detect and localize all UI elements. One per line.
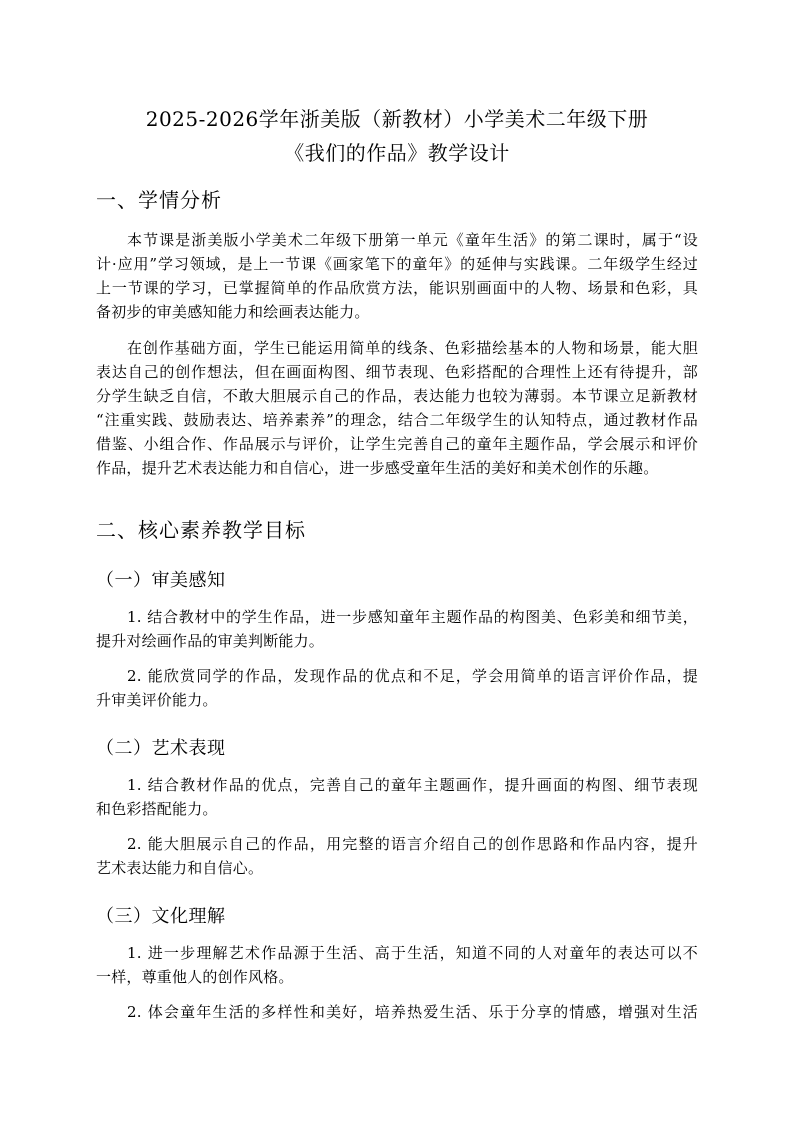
text-line: 2. 能大胆展示自己的作品，用完整的语言介绍自己的创作思路和作品内容，提升 — [127, 835, 698, 853]
subsection-heading-culture: （三）文化理解 — [96, 906, 226, 927]
subsection-heading-art-expression: （二）艺术表现 — [96, 738, 226, 759]
text-line: 提升对绘画作品的审美判断能力。 — [96, 632, 325, 650]
text-line: 一样，尊重他人的创作风格。 — [96, 968, 294, 986]
section-heading-1: 一、学情分析 — [96, 188, 222, 212]
text-line: 备初步的审美感知能力和绘画表达能力。 — [96, 303, 370, 321]
objective-art-expression-1 — [96, 773, 698, 821]
text-line: 2. 体会童年生活的多样性和美好，培养热爱生活、乐于分享的情感，增强对生活 — [127, 1003, 698, 1021]
objective-aesthetic-2 — [96, 664, 698, 712]
text-line: 上一节课的学习，已掌握简单的作品欣赏方法，能识别画面中的人物、场景和色彩，具 — [96, 279, 698, 297]
text-line: “注重实践、鼓励表达、培养素养”的理念，结合二年级学生的认知特点，通过教材作品 — [96, 411, 698, 429]
paragraph-learning-analysis-2 — [96, 336, 698, 480]
document-title — [96, 102, 698, 170]
text-line: 1. 结合教材作品的优点，完善自己的童年主题画作，提升画面的构图、细节表现 — [127, 776, 698, 794]
objective-culture-2 — [96, 1000, 698, 1024]
text-line: 表达自己的创作想法，但在画面构图、细节表现、色彩搭配的合理性上还有待提升，部 — [96, 363, 698, 381]
text-line: 分学生缺乏自信，不敢大胆展示自己的作品，表达能力也较为薄弱。本节课立足新教材 — [96, 387, 698, 405]
title-line-1: 2025-2026学年浙美版（新教材）小学美术二年级下册 — [145, 107, 649, 131]
text-line: 借鉴、小组合作、作品展示与评价，让学生完善自己的童年主题作品，学会展示和评价 — [96, 435, 698, 453]
text-line: 本节课是浙美版小学美术二年级下册第一单元《童年生活》的第二课时，属于“设 — [127, 231, 698, 249]
text-line: 作品，提升艺术表达能力和自信心，进一步感受童年生活的美好和美术创作的乐趣。 — [96, 459, 659, 477]
section-heading-2: 二、核心素养教学目标 — [96, 518, 306, 542]
text-line: 2. 能欣赏同学的作品，发现作品的优点和不足，学会用简单的语言评价作品，提 — [127, 667, 698, 685]
objective-culture-1 — [96, 941, 698, 989]
objective-aesthetic-1 — [96, 605, 698, 653]
subsection-heading-aesthetic: （一）审美感知 — [96, 570, 226, 591]
text-line: 计·应用”学习领域，是上一节课《画家笔下的童年》的延伸与实践课。二年级学生经过 — [96, 255, 698, 273]
title-line-2: 《我们的作品》教学设计 — [284, 141, 510, 165]
text-line: 1. 结合教材中的学生作品，进一步感知童年主题作品的构图美、色彩美和细节美， — [127, 608, 698, 626]
text-line: 和色彩搭配能力。 — [96, 800, 218, 818]
text-line: 艺术表达能力和自信心。 — [96, 859, 264, 877]
text-line: 1. 进一步理解艺术作品源于生活、高于生活，知道不同的人对童年的表达可以不 — [127, 944, 698, 962]
text-line: 升审美评价能力。 — [96, 691, 218, 709]
objective-art-expression-2 — [96, 832, 698, 880]
paragraph-learning-analysis-1 — [96, 228, 698, 324]
text-line: 在创作基础方面，学生已能运用简单的线条、色彩描绘基本的人物和场景，能大胆 — [127, 339, 698, 357]
